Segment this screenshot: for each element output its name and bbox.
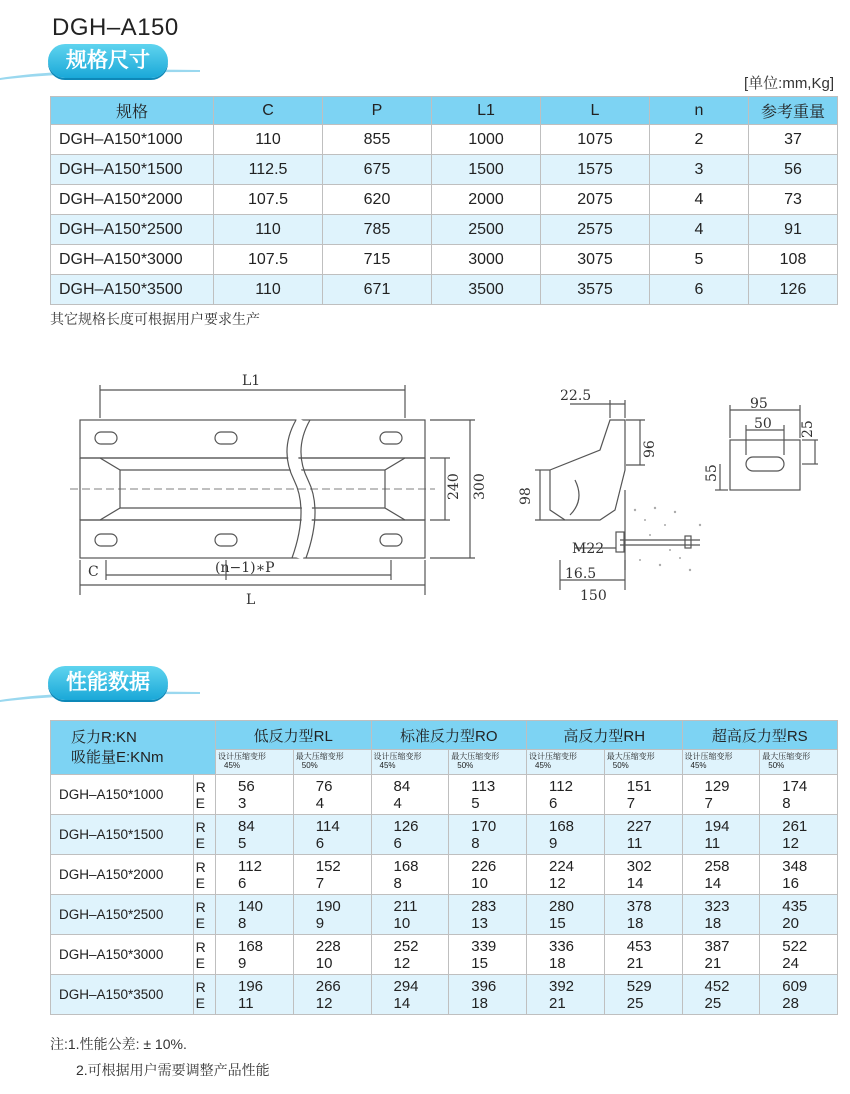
perf-value-cell — [216, 855, 294, 895]
reaction-value: 112 — [238, 857, 262, 875]
reaction-value: 392 — [549, 977, 575, 995]
group-header-rs: 超高反力型RS — [682, 721, 838, 750]
perf-re-cell — [193, 775, 215, 815]
dim-L1: L1 — [242, 373, 261, 389]
spec-cell: 3575 — [541, 275, 650, 305]
reaction-value: 227 — [626, 817, 652, 835]
perf-value-cell — [604, 815, 682, 855]
energy-value: 4 — [393, 794, 402, 812]
reaction-value: 280 — [549, 897, 575, 915]
reaction-value: 174 — [782, 777, 808, 795]
energy-value: 12 — [315, 994, 333, 1012]
perf-value-cell — [604, 775, 682, 815]
dim-16-5: 16.5 — [565, 566, 597, 582]
perf-value-cell — [371, 895, 449, 935]
energy-value: 25 — [626, 994, 644, 1012]
perf-value-cell — [293, 975, 371, 1015]
reaction-value: 261 — [782, 817, 808, 835]
dim-98: 98 — [518, 487, 534, 505]
perf-re-cell — [193, 855, 215, 895]
spec-row — [51, 155, 838, 185]
dim-25: 25 — [800, 420, 816, 438]
perf-value-cell — [527, 935, 605, 975]
perf-value-cell — [682, 935, 760, 975]
reaction-value: 522 — [782, 937, 808, 955]
energy-value: 11 — [238, 994, 254, 1012]
spec-cell: 4 — [650, 215, 749, 245]
perf-value-cell — [371, 775, 449, 815]
spec-cell: 2075 — [541, 185, 650, 215]
spec-cell: 107.5 — [214, 245, 323, 275]
spec-header-row — [51, 97, 838, 125]
reaction-value: 224 — [549, 857, 575, 875]
energy-value: 6 — [393, 834, 402, 852]
energy-value: 13 — [471, 914, 488, 932]
spec-model-cell: DGH–A150*3000 — [51, 245, 214, 275]
energy-value: 18 — [626, 914, 644, 932]
spec-cell: 855 — [323, 125, 432, 155]
spec-model-cell: DGH–A150*2500 — [51, 215, 214, 245]
energy-value: 10 — [471, 874, 488, 892]
reaction-value: 140 — [238, 897, 264, 915]
spec-cell: 4 — [650, 185, 749, 215]
dim-150: 150 — [580, 588, 607, 604]
perf-value-cell — [371, 815, 449, 855]
perf-sub-header — [604, 750, 682, 775]
perf-model-cell: DGH–A150*2500 — [51, 895, 194, 935]
sub-header-label: 设计压缩变形 — [529, 752, 577, 761]
perf-value-cell — [604, 935, 682, 975]
note-2: 2.可根据用户需要调整产品性能 — [76, 1062, 270, 1078]
perf-value-cell — [682, 895, 760, 935]
spec-cell: 107.5 — [214, 185, 323, 215]
sub-header-label: 最大压缩变形 — [762, 752, 811, 761]
reaction-value: 168 — [238, 937, 264, 955]
perf-row — [51, 775, 838, 815]
reaction-value: 129 — [704, 777, 730, 795]
spec-cell: 785 — [323, 215, 432, 245]
spec-col-header: L1 — [432, 97, 541, 125]
dim-55: 55 — [704, 464, 720, 482]
spec-cell: 2000 — [432, 185, 541, 215]
perf-value-cell — [760, 775, 838, 815]
energy-value: 6 — [549, 794, 558, 812]
reaction-value: 84 — [238, 817, 255, 835]
reaction-value: 283 — [471, 897, 497, 915]
spec-cell: 5 — [650, 245, 749, 275]
perf-re-cell — [193, 975, 215, 1015]
perf-value-cell — [293, 855, 371, 895]
perf-value-cell — [604, 975, 682, 1015]
sub-header-label: 最大压缩变形 — [451, 752, 500, 761]
perf-sub-header — [293, 750, 371, 775]
sub-header-label: 设计压缩变形 — [218, 752, 266, 761]
spec-cell: 675 — [323, 155, 432, 185]
perf-value-cell — [216, 815, 294, 855]
perf-row — [51, 855, 838, 895]
sub-header-pct: 45% — [690, 761, 707, 770]
reaction-value: 339 — [471, 937, 497, 955]
energy-value: 8 — [238, 914, 247, 932]
energy-value: 28 — [782, 994, 799, 1012]
reaction-value: 196 — [238, 977, 264, 995]
group-header-ro: 标准反力型RO — [371, 721, 527, 750]
energy-value: 4 — [315, 794, 325, 812]
sub-header-pct: 50% — [768, 761, 785, 770]
perf-corner-header — [51, 721, 216, 775]
perf-value-cell — [216, 935, 294, 975]
sub-header-label: 设计压缩变形 — [373, 752, 422, 761]
perf-sub-header — [371, 750, 449, 775]
perf-sub-header — [216, 750, 294, 775]
spec-col-header: 参考重量 — [749, 97, 838, 125]
perf-sub-header — [449, 750, 527, 775]
perf-value-cell — [449, 975, 527, 1015]
energy-value: 7 — [626, 794, 636, 812]
reaction-value: 194 — [704, 817, 730, 835]
perf-value-cell — [604, 855, 682, 895]
spec-cell: 3000 — [432, 245, 541, 275]
reaction-value: 294 — [393, 977, 419, 995]
energy-value: 9 — [549, 834, 558, 852]
perf-value-cell — [527, 855, 605, 895]
reaction-value: 609 — [782, 977, 808, 995]
energy-value: 24 — [782, 954, 799, 972]
re-label: R — [195, 898, 206, 915]
spec-cell: 108 — [749, 245, 838, 275]
perf-sub-header — [760, 750, 838, 775]
reaction-value: 258 — [704, 857, 730, 875]
reaction-value: 126 — [393, 817, 419, 835]
spec-row — [51, 275, 838, 305]
reaction-value: 266 — [315, 977, 341, 995]
re-label: R — [195, 818, 206, 835]
reaction-value: 387 — [704, 937, 730, 955]
perf-group-row — [51, 721, 838, 750]
energy-value: 7 — [704, 794, 713, 812]
perf-sub-header — [527, 750, 605, 775]
dim-240: 240 — [446, 473, 462, 500]
energy-value: 18 — [704, 914, 722, 932]
perf-row — [51, 935, 838, 975]
dim-22-5: 22.5 — [560, 388, 592, 404]
energy-value: 21 — [626, 954, 644, 972]
perf-model-cell: DGH–A150*3000 — [51, 935, 194, 975]
perf-section-title: 性能数据 — [48, 666, 168, 700]
spec-row — [51, 215, 838, 245]
spec-cell: 1575 — [541, 155, 650, 185]
reaction-value: 152 — [315, 857, 341, 875]
energy-value: 8 — [393, 874, 402, 892]
energy-value: 21 — [549, 994, 566, 1012]
spec-cell: 110 — [214, 125, 323, 155]
sub-header-label: 最大压缩变形 — [295, 752, 344, 761]
perf-value-cell — [449, 775, 527, 815]
perf-value-cell — [293, 775, 371, 815]
sub-header-pct: 45% — [224, 761, 241, 770]
perf-value-cell — [293, 895, 371, 935]
spec-cell: 715 — [323, 245, 432, 275]
spec-col-header: n — [650, 97, 749, 125]
energy-value: 5 — [471, 794, 480, 812]
energy-value: 12 — [549, 874, 566, 892]
perf-value-cell — [216, 775, 294, 815]
spec-cell: 1075 — [541, 125, 650, 155]
energy-value: 11 — [704, 834, 721, 852]
energy-value: 6 — [315, 834, 325, 852]
energy-value: 3 — [238, 794, 247, 812]
reaction-value: 529 — [626, 977, 652, 995]
perf-row — [51, 815, 838, 855]
perf-value-cell — [293, 815, 371, 855]
reaction-value: 252 — [393, 937, 419, 955]
dim-np: (n−1)∗P — [215, 560, 275, 576]
perf-value-cell — [682, 975, 760, 1015]
spec-cell: 6 — [650, 275, 749, 305]
unit-note: [单位:mm,Kg] — [743, 75, 834, 92]
energy-value: 25 — [704, 994, 722, 1012]
energy-value: 15 — [549, 914, 566, 932]
reaction-value: 348 — [782, 857, 808, 875]
energy-value: 7 — [315, 874, 325, 892]
dim-L: L — [246, 592, 256, 608]
spec-cell: 73 — [749, 185, 838, 215]
re-label: R — [195, 858, 206, 875]
group-header-rl: 低反力型RL — [216, 721, 372, 750]
reaction-value: 168 — [549, 817, 575, 835]
reaction-value: 226 — [471, 857, 497, 875]
reaction-value: 302 — [626, 857, 652, 875]
spec-cell: 2575 — [541, 215, 650, 245]
reaction-value: 211 — [393, 897, 418, 915]
spec-cell: 91 — [749, 215, 838, 245]
perf-value-cell — [760, 895, 838, 935]
perf-value-cell — [449, 895, 527, 935]
perf-model-cell: DGH–A150*3500 — [51, 975, 194, 1015]
spec-model-cell: DGH–A150*1500 — [51, 155, 214, 185]
energy-value: 9 — [315, 914, 325, 932]
energy-value: 11 — [626, 834, 643, 852]
perf-value-cell — [527, 815, 605, 855]
spec-col-header: C — [214, 97, 323, 125]
energy-value: 12 — [782, 834, 799, 852]
spec-cell: 1500 — [432, 155, 541, 185]
spec-cell: 1000 — [432, 125, 541, 155]
perf-value-cell — [760, 975, 838, 1015]
energy-value: 16 — [782, 874, 799, 892]
spec-col-header: L — [541, 97, 650, 125]
sub-header-pct: 50% — [612, 761, 629, 770]
spec-cell: 3 — [650, 155, 749, 185]
reaction-value: 435 — [782, 897, 808, 915]
energy-value: 20 — [782, 914, 799, 932]
spec-section-title: 规格尺寸 — [48, 44, 168, 78]
re-label: E — [195, 954, 205, 971]
spec-cell: 112.5 — [214, 155, 323, 185]
reaction-value: 170 — [471, 817, 497, 835]
energy-value: 9 — [238, 954, 247, 972]
model-title: DGH–A150 — [52, 14, 179, 41]
sub-header-label: 设计压缩变形 — [684, 752, 733, 761]
performance-table — [50, 720, 838, 1015]
energy-value: 8 — [471, 834, 480, 852]
energy-value: 14 — [626, 874, 644, 892]
reaction-value: 453 — [626, 937, 652, 955]
spec-model-cell: DGH–A150*1000 — [51, 125, 214, 155]
perf-value-cell — [682, 855, 760, 895]
spec-cell: 2 — [650, 125, 749, 155]
spec-row — [51, 125, 838, 155]
reaction-value: 336 — [549, 937, 575, 955]
perf-value-cell — [449, 935, 527, 975]
spec-table — [50, 96, 838, 305]
sub-header-pct: 50% — [301, 761, 318, 770]
energy-value: 21 — [704, 954, 722, 972]
re-label: R — [195, 978, 206, 995]
perf-value-cell — [760, 815, 838, 855]
sub-header-pct: 50% — [457, 761, 474, 770]
perf-value-cell — [604, 895, 682, 935]
spec-col-header: P — [323, 97, 432, 125]
spec-col-header: 规格 — [51, 97, 214, 125]
energy-value: 12 — [393, 954, 411, 972]
spec-cell: 3075 — [541, 245, 650, 275]
perf-value-cell — [371, 935, 449, 975]
reaction-value: 113 — [471, 777, 496, 795]
reaction-value: 452 — [704, 977, 730, 995]
perf-value-cell — [682, 815, 760, 855]
dim-M22: M22 — [572, 541, 605, 557]
perf-re-cell — [193, 815, 215, 855]
reaction-value: 151 — [626, 777, 652, 795]
technical-drawing — [60, 360, 820, 610]
corner-line-2: 吸能量E:KNm — [71, 748, 164, 766]
reaction-value: 168 — [393, 857, 419, 875]
spec-cell: 110 — [214, 215, 323, 245]
perf-value-cell — [216, 895, 294, 935]
re-label: E — [195, 994, 205, 1011]
dim-95: 95 — [750, 396, 768, 412]
spec-cell: 56 — [749, 155, 838, 185]
perf-value-cell — [371, 975, 449, 1015]
reaction-value: 378 — [626, 897, 652, 915]
energy-value: 15 — [471, 954, 488, 972]
dim-50: 50 — [754, 416, 772, 432]
energy-value: 5 — [238, 834, 247, 852]
dim-C: C — [88, 564, 99, 580]
sub-header-pct: 45% — [379, 761, 396, 770]
spec-cell: 110 — [214, 275, 323, 305]
group-header-rh: 高反力型RH — [527, 721, 683, 750]
perf-value-cell — [449, 815, 527, 855]
spec-model-cell: DGH–A150*2000 — [51, 185, 214, 215]
energy-value: 6 — [238, 874, 247, 892]
re-label: R — [195, 778, 206, 795]
perf-model-cell: DGH–A150*2000 — [51, 855, 194, 895]
re-label: E — [195, 914, 205, 931]
spec-cell: 37 — [749, 125, 838, 155]
spec-cell: 3500 — [432, 275, 541, 305]
re-label: E — [195, 834, 205, 851]
spec-note: 其它规格长度可根据用户要求生产 — [50, 311, 260, 327]
reaction-value: 84 — [393, 777, 411, 795]
perf-row — [51, 895, 838, 935]
reaction-value: 190 — [315, 897, 341, 915]
energy-value: 14 — [393, 994, 411, 1012]
note-1: 注:1.性能公差: ± 10%. — [50, 1036, 187, 1052]
perf-value-cell — [527, 775, 605, 815]
perf-value-cell — [682, 775, 760, 815]
energy-value: 18 — [471, 994, 488, 1012]
reaction-value: 76 — [315, 777, 333, 795]
spec-cell: 671 — [323, 275, 432, 305]
spec-cell: 126 — [749, 275, 838, 305]
perf-value-cell — [760, 935, 838, 975]
spec-row — [51, 185, 838, 215]
spec-row — [51, 245, 838, 275]
reaction-value: 56 — [238, 777, 255, 795]
energy-value: 14 — [704, 874, 722, 892]
reaction-value: 112 — [549, 777, 573, 795]
energy-value: 8 — [782, 794, 791, 812]
spec-cell: 620 — [323, 185, 432, 215]
re-label: E — [195, 874, 205, 891]
perf-value-cell — [527, 895, 605, 935]
sub-header-pct: 45% — [535, 761, 552, 770]
perf-row — [51, 975, 838, 1015]
sub-header-label: 最大压缩变形 — [606, 752, 655, 761]
reaction-value: 228 — [315, 937, 341, 955]
energy-value: 10 — [315, 954, 333, 972]
energy-value: 18 — [549, 954, 566, 972]
dim-300: 300 — [472, 473, 488, 500]
perf-re-cell — [193, 895, 215, 935]
dim-96: 96 — [642, 440, 658, 458]
reaction-value: 396 — [471, 977, 497, 995]
perf-value-cell — [216, 975, 294, 1015]
re-label: E — [195, 794, 205, 811]
perf-value-cell — [760, 855, 838, 895]
spec-model-cell: DGH–A150*3500 — [51, 275, 214, 305]
reaction-value: 323 — [704, 897, 730, 915]
perf-value-cell — [527, 975, 605, 1015]
re-label: R — [195, 938, 206, 955]
perf-value-cell — [371, 855, 449, 895]
spec-cell: 2500 — [432, 215, 541, 245]
perf-value-cell — [293, 935, 371, 975]
reaction-value: 114 — [315, 817, 340, 835]
energy-value: 10 — [393, 914, 411, 932]
perf-model-cell: DGH–A150*1000 — [51, 775, 194, 815]
perf-model-cell: DGH–A150*1500 — [51, 815, 194, 855]
perf-value-cell — [449, 855, 527, 895]
corner-line-1: 反力R:KN — [71, 728, 137, 746]
perf-re-cell — [193, 935, 215, 975]
perf-sub-header — [682, 750, 760, 775]
